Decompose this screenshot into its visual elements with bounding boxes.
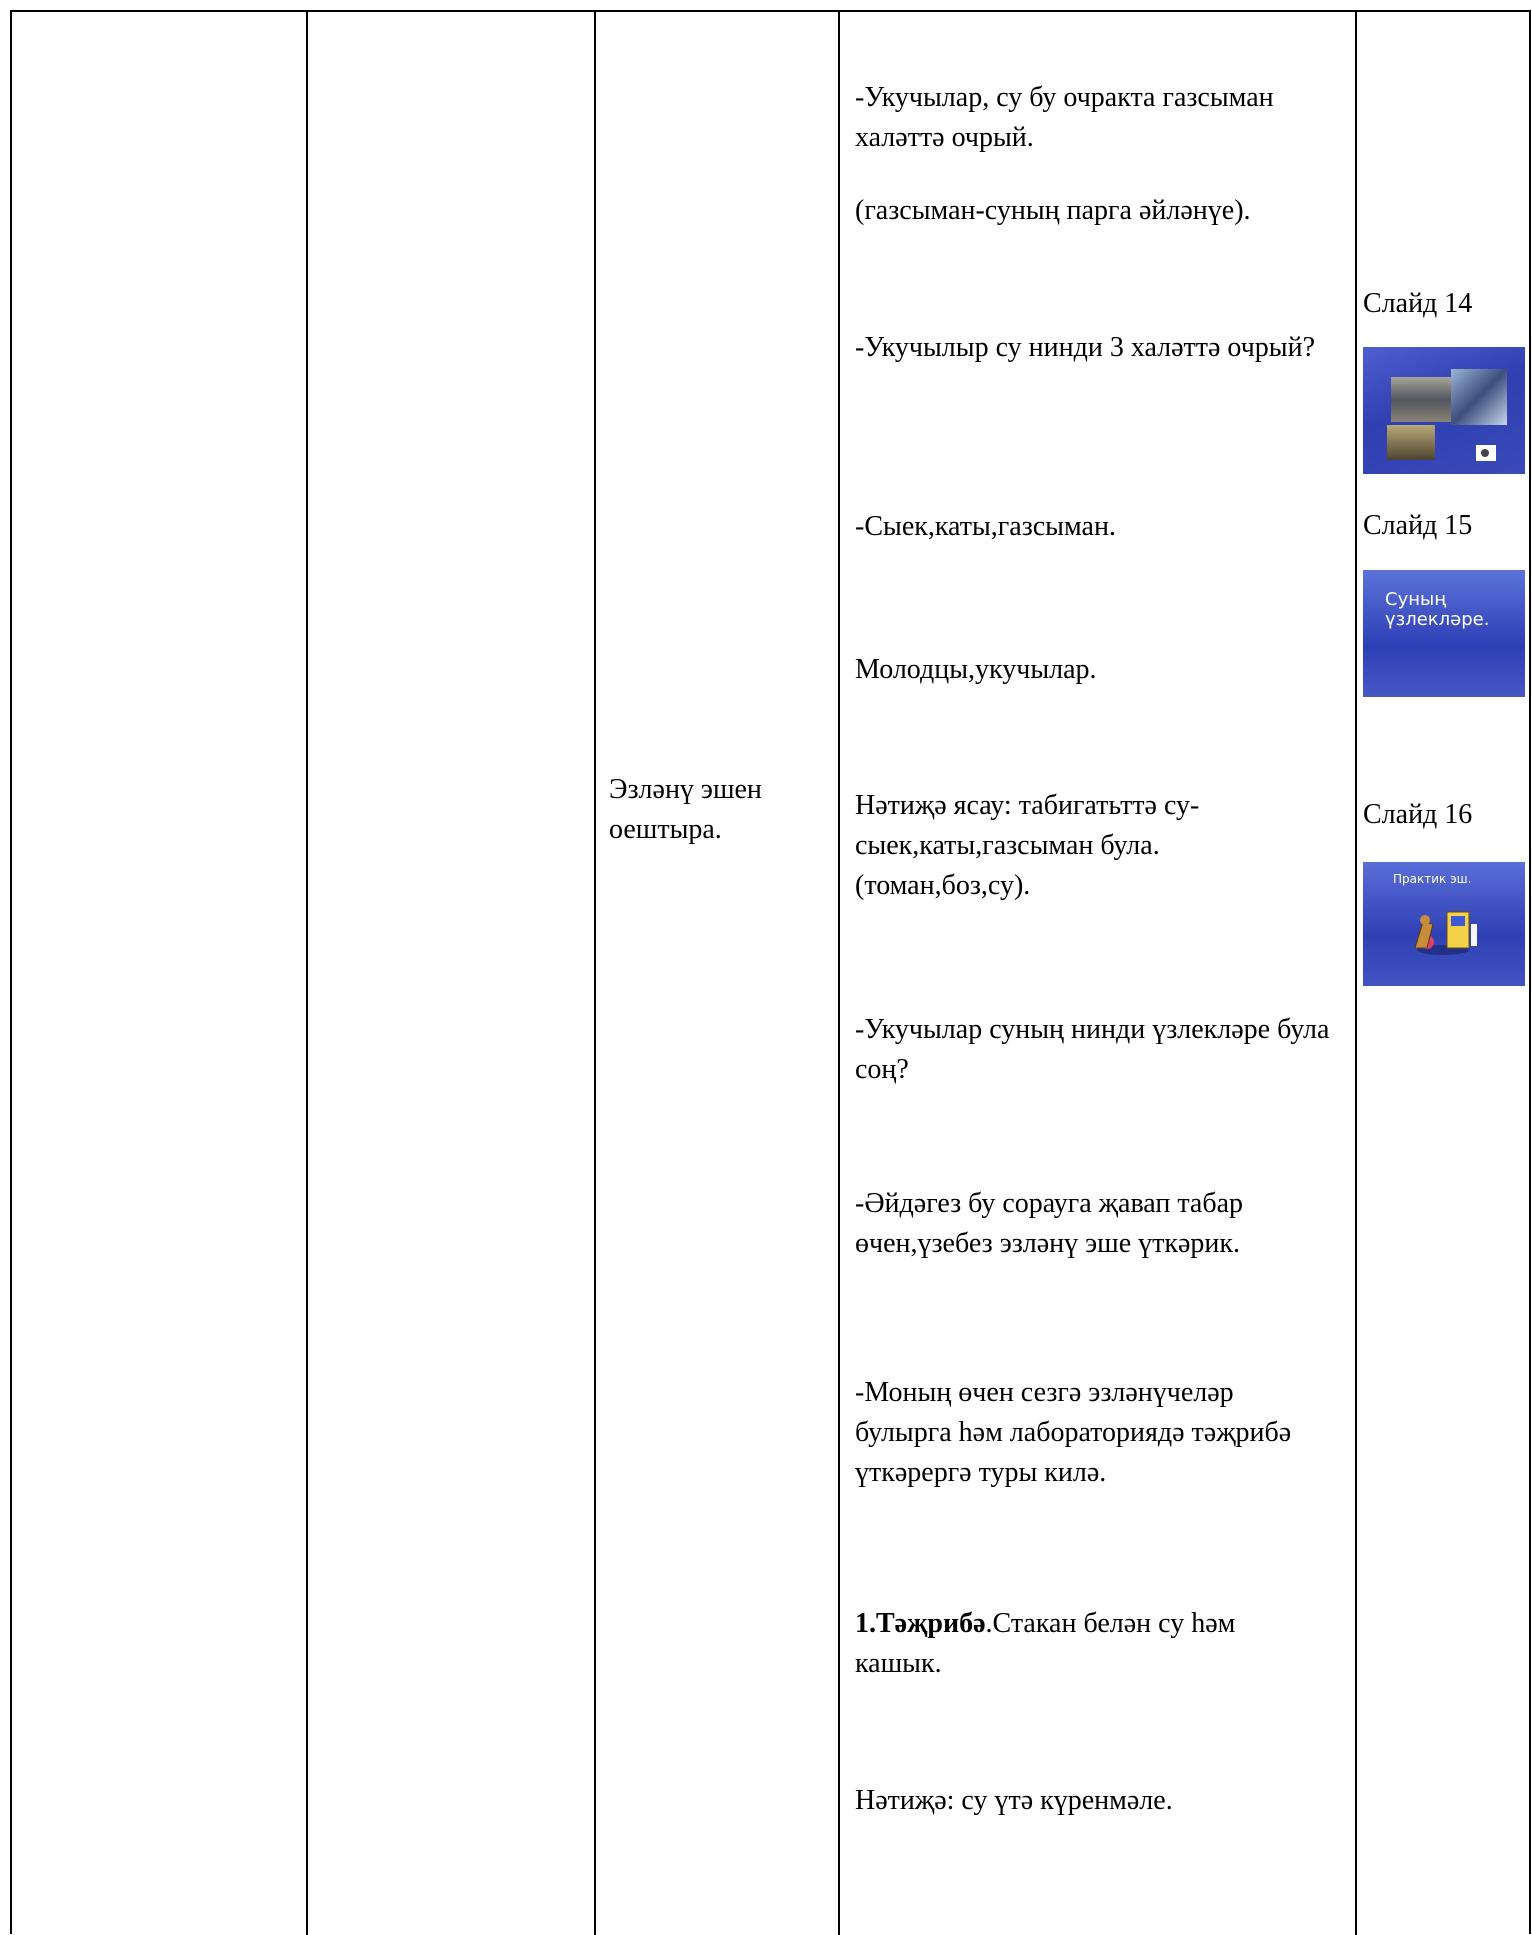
slide-16-title: Практик эш. (1393, 872, 1472, 886)
slide-15-thumbnail (1363, 570, 1525, 697)
teacher-line-3: -Укучылыр су нинди 3 халәттә очрый? (855, 332, 1316, 363)
column-divider (838, 10, 840, 1935)
answer-line: -Сыек,каты,газсыман. (855, 511, 1116, 542)
experiment-text: .Стакан белән су һәм кашык. (855, 1608, 1236, 1679)
column-divider (594, 10, 596, 1935)
question-line: -Укучылар суның нинди үзлекләре була соң? (855, 1014, 1330, 1085)
research-line: -Моның өчен сезгә эзләнүчеләр булырга һәм лабораториядә тәҗрибә үткәрергә туры килә. (855, 1377, 1292, 1488)
conclusion-line: Нәтиҗә ясау: табигатьттә су-сыек,каты,газсыман була.(томан,боз,су). (855, 790, 1200, 901)
praise-line: Молодцы,укучылар. (855, 654, 1097, 685)
slide-16-thumbnail (1363, 862, 1525, 986)
activity-text: Эзләнү эшен оештыра. (609, 774, 762, 845)
experiment-line (855, 1604, 1315, 1684)
slide-14-thumbnail (1363, 347, 1525, 474)
slide-15-title: Суның үзлекләре. (1385, 589, 1490, 630)
lab-picture-icon (1363, 862, 1525, 986)
slide-14-label: Слайд 14 (1363, 288, 1473, 319)
slide-16-label: Слайд 16 (1363, 799, 1473, 830)
experiment-title: 1.Тәҗрибә (855, 1608, 986, 1639)
invite-line: -Әйдәгез бу сорауга җавап табар өчен,үзебез эзләнү эше үткәрик. (855, 1188, 1244, 1259)
teacher-line-2: (газсыман-суның парга әйләнүе). (855, 195, 1251, 226)
result-line: Нәтиҗә: су үтә күренмәле. (855, 1785, 1173, 1816)
column-divider (1355, 10, 1357, 1935)
column-divider (306, 10, 308, 1935)
teacher-line-1: -Укучылар, су бу очракта газсыман халәттә очрый. (855, 82, 1274, 153)
slide-14-image (1363, 347, 1525, 474)
slide-15-label: Слайд 15 (1363, 510, 1473, 541)
